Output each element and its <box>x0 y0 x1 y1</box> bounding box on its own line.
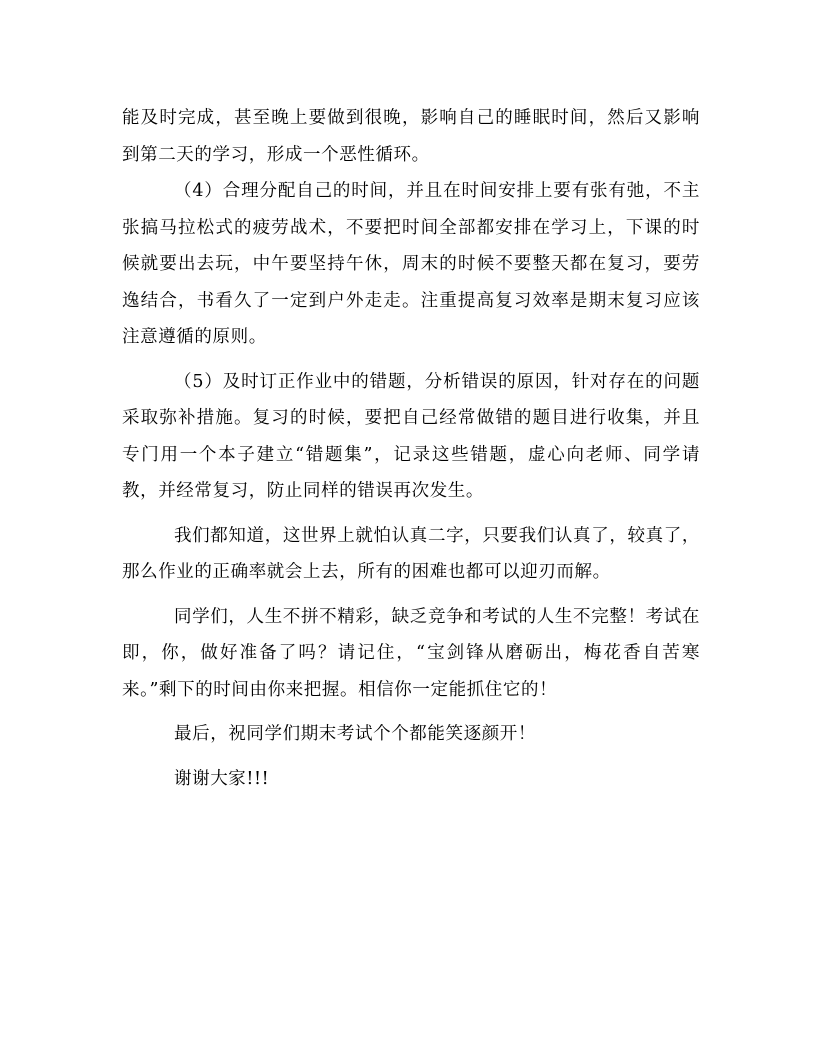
paragraph-seriousness: 我们都知道，这世界上就怕认真二字，只要我们认真了，较真了，那么作业的正确率就会上去，所有的困难也都可以迎刃而解。 <box>122 525 700 582</box>
paragraph-wishes: 最后，祝同学们期末考试个个都能笑逐颜开！ <box>174 724 536 744</box>
paragraph-point-5: （5）及时订正作业中的错题，分析错误的原因，针对存在的问题采取弥补措施。复习的时候，要把自己经常做错的题目进行收集，并且专门用一个本子建立“错题集”，记录这些错题，虚心向老师、同学请教，并经常复习，防止同样的错误再次发生。 <box>122 371 700 501</box>
paragraph-continuation: 能及时完成，甚至晚上要做到很晚，影响自己的睡眠时间，然后又影响到第二天的学习，形成一个恶性循环。 <box>122 108 700 165</box>
paragraph-point-4: （4）合理分配自己的时间，并且在时间安排上要有张有弛，不主张搞马拉松式的疲劳战术，不要把时间全部都安排在学习上，下课的时候就要出去玩，中午要坚持午休，周末的时候不要整天都在复习，要劳逸结合，书看久了一定到户外走走。注重提高复习效率是期末复习应该注意遵循的原则。 <box>122 181 700 347</box>
paragraph-encouragement: 同学们，人生不拼不精彩，缺乏竞争和考试的人生不完整！考试在即，你，做好准备了吗？请记住，“宝剑锋从磨砺出，梅花香自苦寒来。”剩下的时间由你来把握。相信你一定能抓住它的！ <box>122 606 700 700</box>
document-body <box>122 100 700 797</box>
paragraph-thanks: 谢谢大家!!! <box>174 768 270 789</box>
